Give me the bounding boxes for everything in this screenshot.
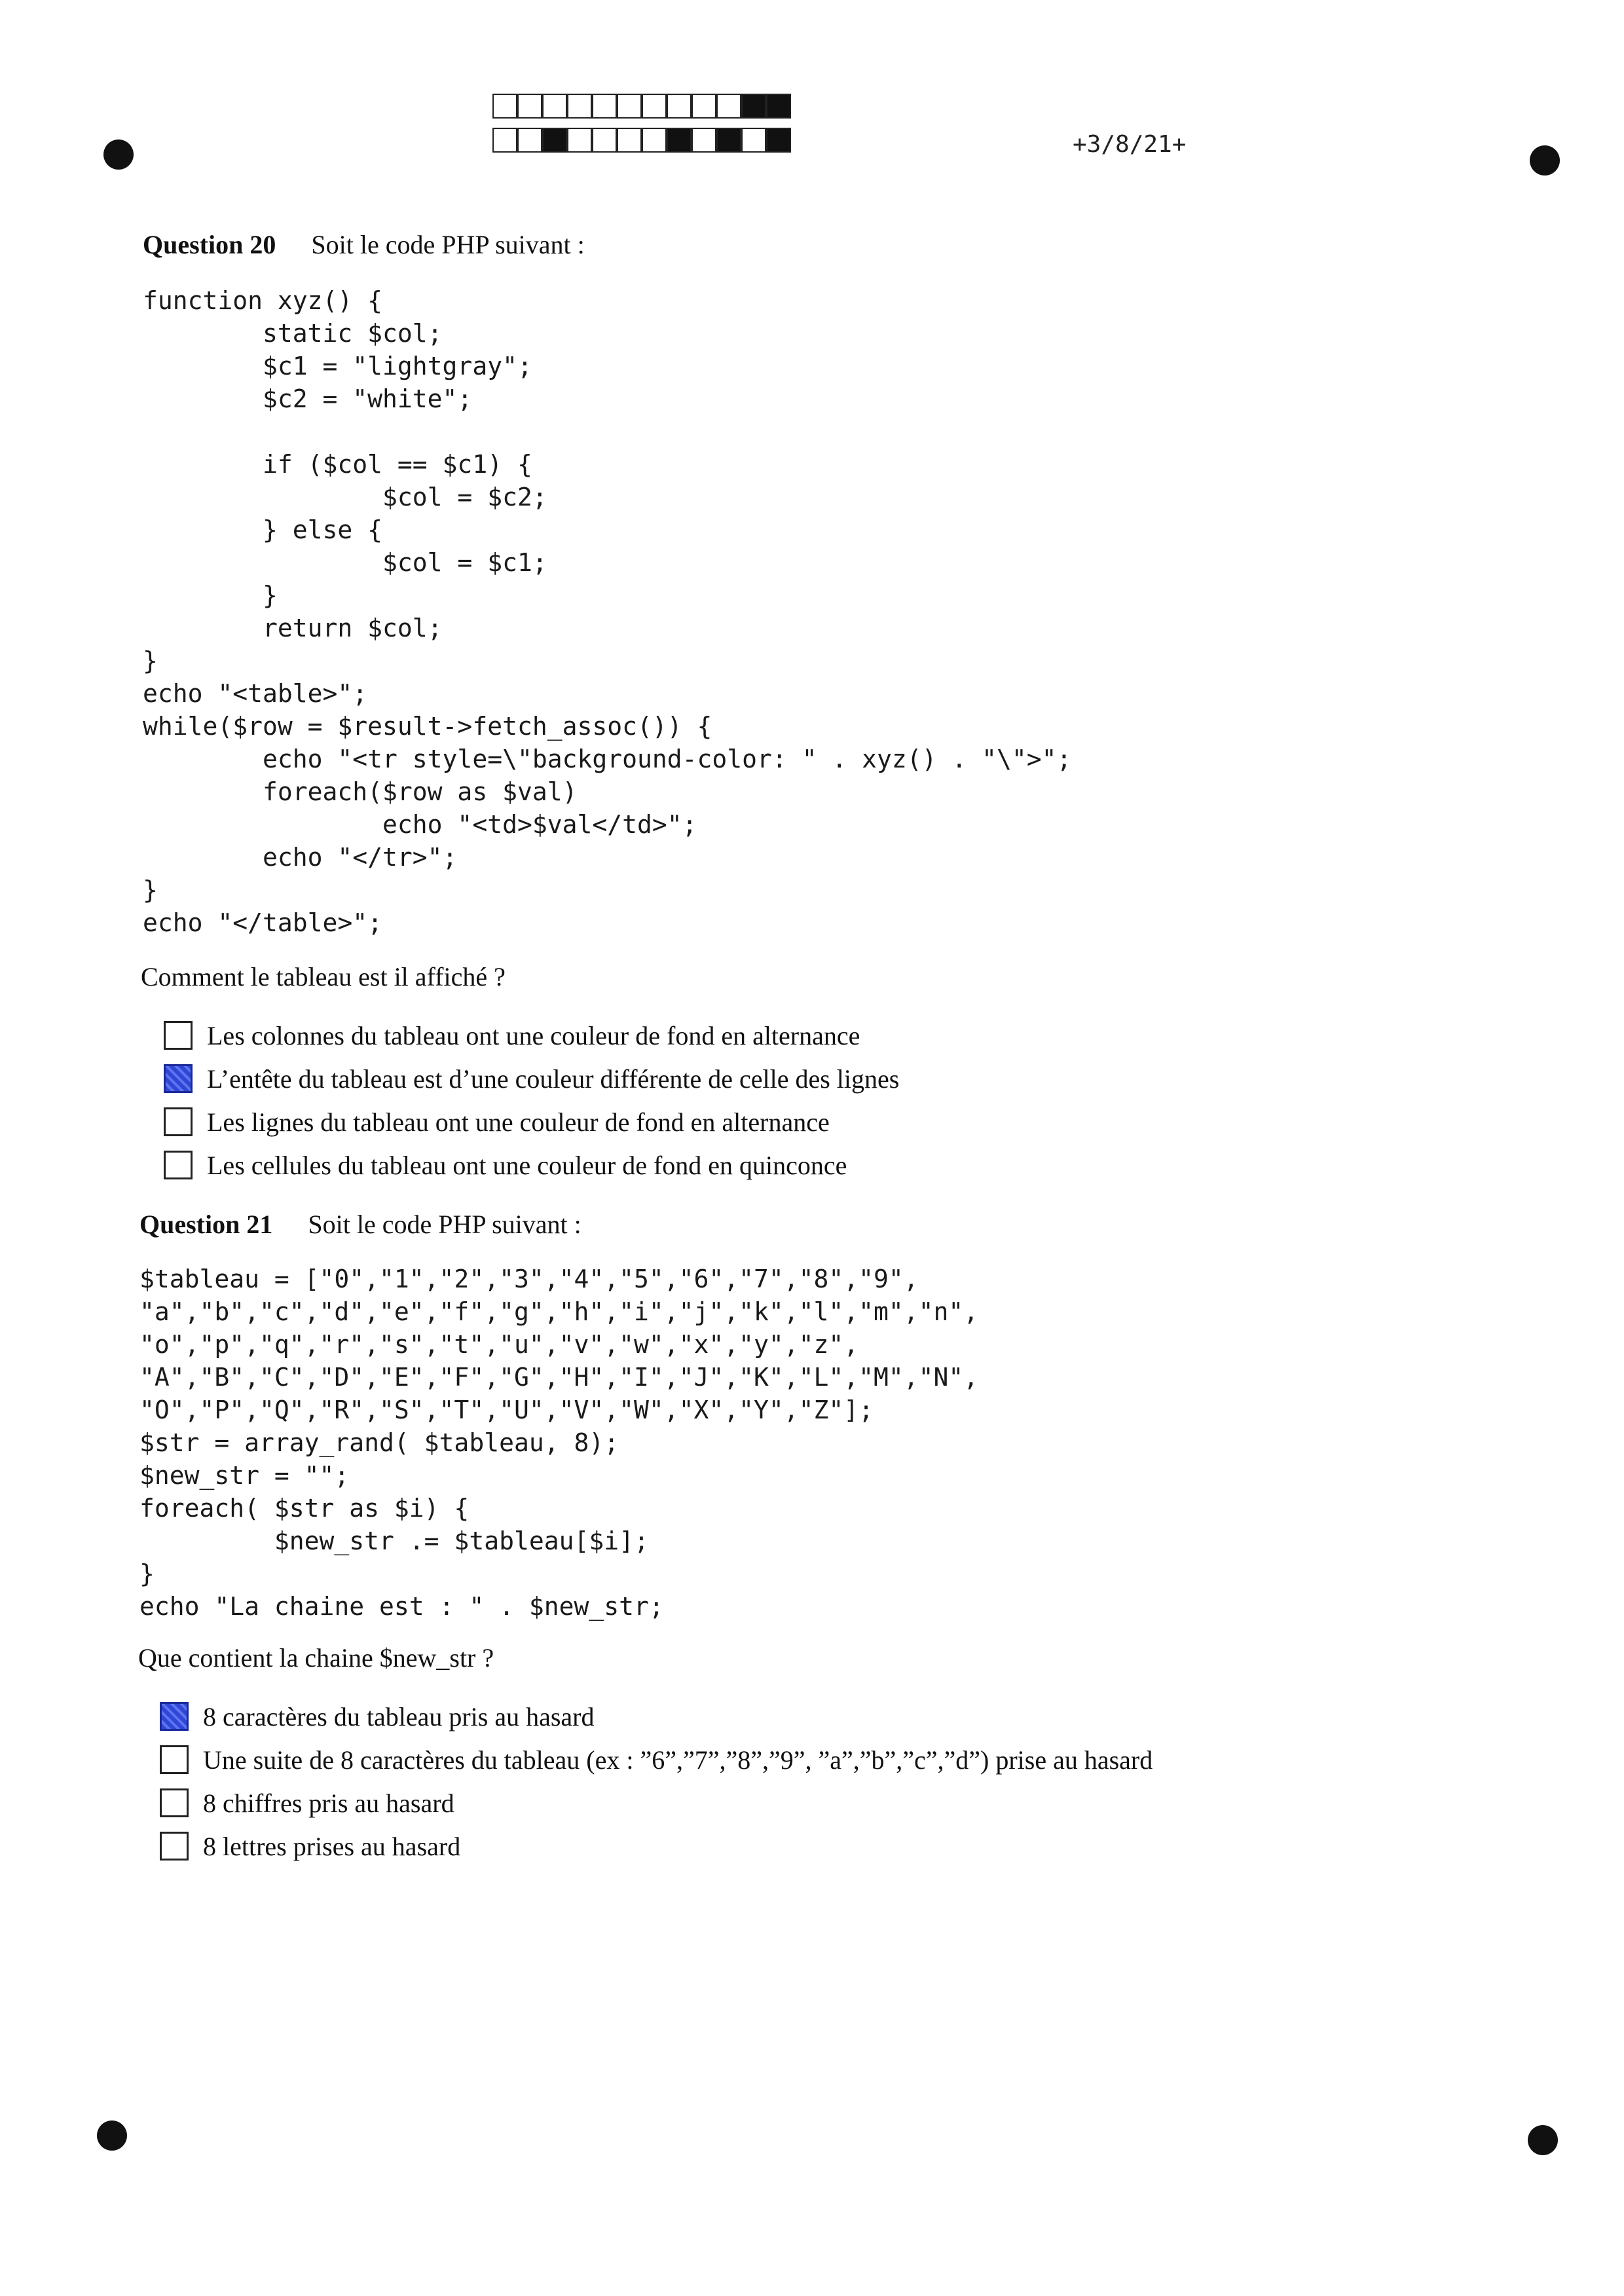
question-20-prompt: Comment le tableau est il affiché ? — [141, 962, 506, 991]
answer-label: L’entête du tableau est d’une couleur différente de celle des lignes — [207, 1064, 900, 1094]
answer-label: Les lignes du tableau ont une couleur de fond en alternance — [207, 1107, 830, 1137]
checkbox[interactable] — [164, 1107, 193, 1136]
barcode-cell — [617, 94, 642, 119]
barcode-cell — [517, 94, 542, 119]
question-20-header — [143, 229, 585, 260]
barcode-cell — [542, 128, 567, 153]
barcode-cell — [766, 128, 791, 153]
registration-dot-top-right — [1530, 145, 1560, 176]
barcode-row-1 — [492, 94, 791, 121]
answer-option[interactable] — [164, 1143, 899, 1187]
barcode-cell — [567, 128, 592, 153]
checkbox[interactable] — [160, 1788, 189, 1817]
question-21-prompt: Que contient la chaine $new_str ? — [138, 1643, 494, 1673]
barcode-cell — [592, 94, 617, 119]
question-20-options — [164, 1014, 899, 1187]
checkbox[interactable] — [160, 1832, 189, 1861]
barcode-cell — [642, 128, 667, 153]
registration-dot-bottom-left — [97, 2120, 127, 2151]
answer-option[interactable] — [160, 1695, 1153, 1738]
barcode-row-2 — [492, 128, 791, 155]
page-identifier: +3/8/21+ — [1073, 131, 1187, 158]
question-number: Question 20 — [143, 230, 276, 259]
barcode-cell — [692, 94, 716, 119]
barcode-cell — [592, 128, 617, 153]
registration-dot-top-left — [103, 139, 134, 170]
checkbox[interactable] — [164, 1151, 193, 1179]
question-21-header — [139, 1209, 581, 1240]
question-text: Soit le code PHP suivant : — [308, 1210, 581, 1239]
answer-label: 8 caractères du tableau pris au hasard — [203, 1701, 595, 1731]
barcode-cell — [567, 94, 592, 119]
answer-option[interactable] — [164, 1100, 899, 1143]
question-21-options — [160, 1695, 1153, 1868]
answer-label: Une suite de 8 caractères du tableau (ex : ”6”,”7”,”8”,”9”, ”a”,”b”,”c”,”d”) prise au hasard — [203, 1745, 1153, 1775]
answer-option[interactable] — [160, 1738, 1153, 1781]
checkbox[interactable] — [164, 1021, 193, 1050]
barcode-cell — [492, 128, 517, 153]
answer-option[interactable] — [164, 1057, 899, 1100]
registration-dot-bottom-right — [1528, 2125, 1558, 2155]
barcode-cell — [542, 94, 567, 119]
answer-label: Les cellules du tableau ont une couleur de fond en quinconce — [207, 1150, 847, 1180]
barcode-cell — [667, 94, 692, 119]
barcode-cell — [692, 128, 716, 153]
answer-label: 8 chiffres pris au hasard — [203, 1788, 454, 1818]
question-text: Soit le code PHP suivant : — [311, 230, 585, 259]
barcode-cell — [766, 94, 791, 119]
question-21-code: $tableau = ["0","1","2","3","4","5","6","7","8","9", "a","b","c","d","e","f","g","h","i","j","k","l","m","n", "o","p","q","r","s","t","u","v","w","x","y","z", "A","B","C","D","E","F","G","H","I","J","K","L","M","N", "O","P","Q","R","S","T","U","V","W","X","Y","Z"]; $str = array_rand( $tableau, 8); $new_str = ""; foreach( $str as $i) { $new_str .= $tableau[$i]; } echo "La chaine est : " . $new_str; — [139, 1265, 979, 1621]
barcode-cell — [492, 94, 517, 119]
checkbox[interactable] — [160, 1702, 189, 1731]
barcode-cell — [617, 128, 642, 153]
checkbox[interactable] — [164, 1064, 193, 1093]
barcode-cell — [667, 128, 692, 153]
answer-label: Les colonnes du tableau ont une couleur de fond en alternance — [207, 1020, 860, 1050]
barcode-cell — [517, 128, 542, 153]
question-number: Question 21 — [139, 1210, 273, 1239]
barcode-cell — [741, 128, 766, 153]
answer-option[interactable] — [160, 1781, 1153, 1824]
barcode-cell — [716, 128, 741, 153]
answer-option[interactable] — [160, 1824, 1153, 1868]
barcode-cell — [741, 94, 766, 119]
barcode-cell — [642, 94, 667, 119]
answer-label: 8 lettres prises au hasard — [203, 1831, 461, 1861]
question-20-code: function xyz() { static $col; $c1 = "lightgray"; $c2 = "white"; if ($col == $c1) { $col = $c2; } else { $col = $c1; } return $col; } echo "<table>"; while($row = $result->fetch_assoc()) { echo "<tr style=\"background-color: " . xyz() . "\">"; foreach($row as $val) echo "<td>$val</td>"; echo "</tr>"; } echo "</table>"; — [143, 286, 1072, 937]
barcode-cell — [716, 94, 741, 119]
answer-option[interactable] — [164, 1014, 899, 1057]
checkbox[interactable] — [160, 1745, 189, 1774]
